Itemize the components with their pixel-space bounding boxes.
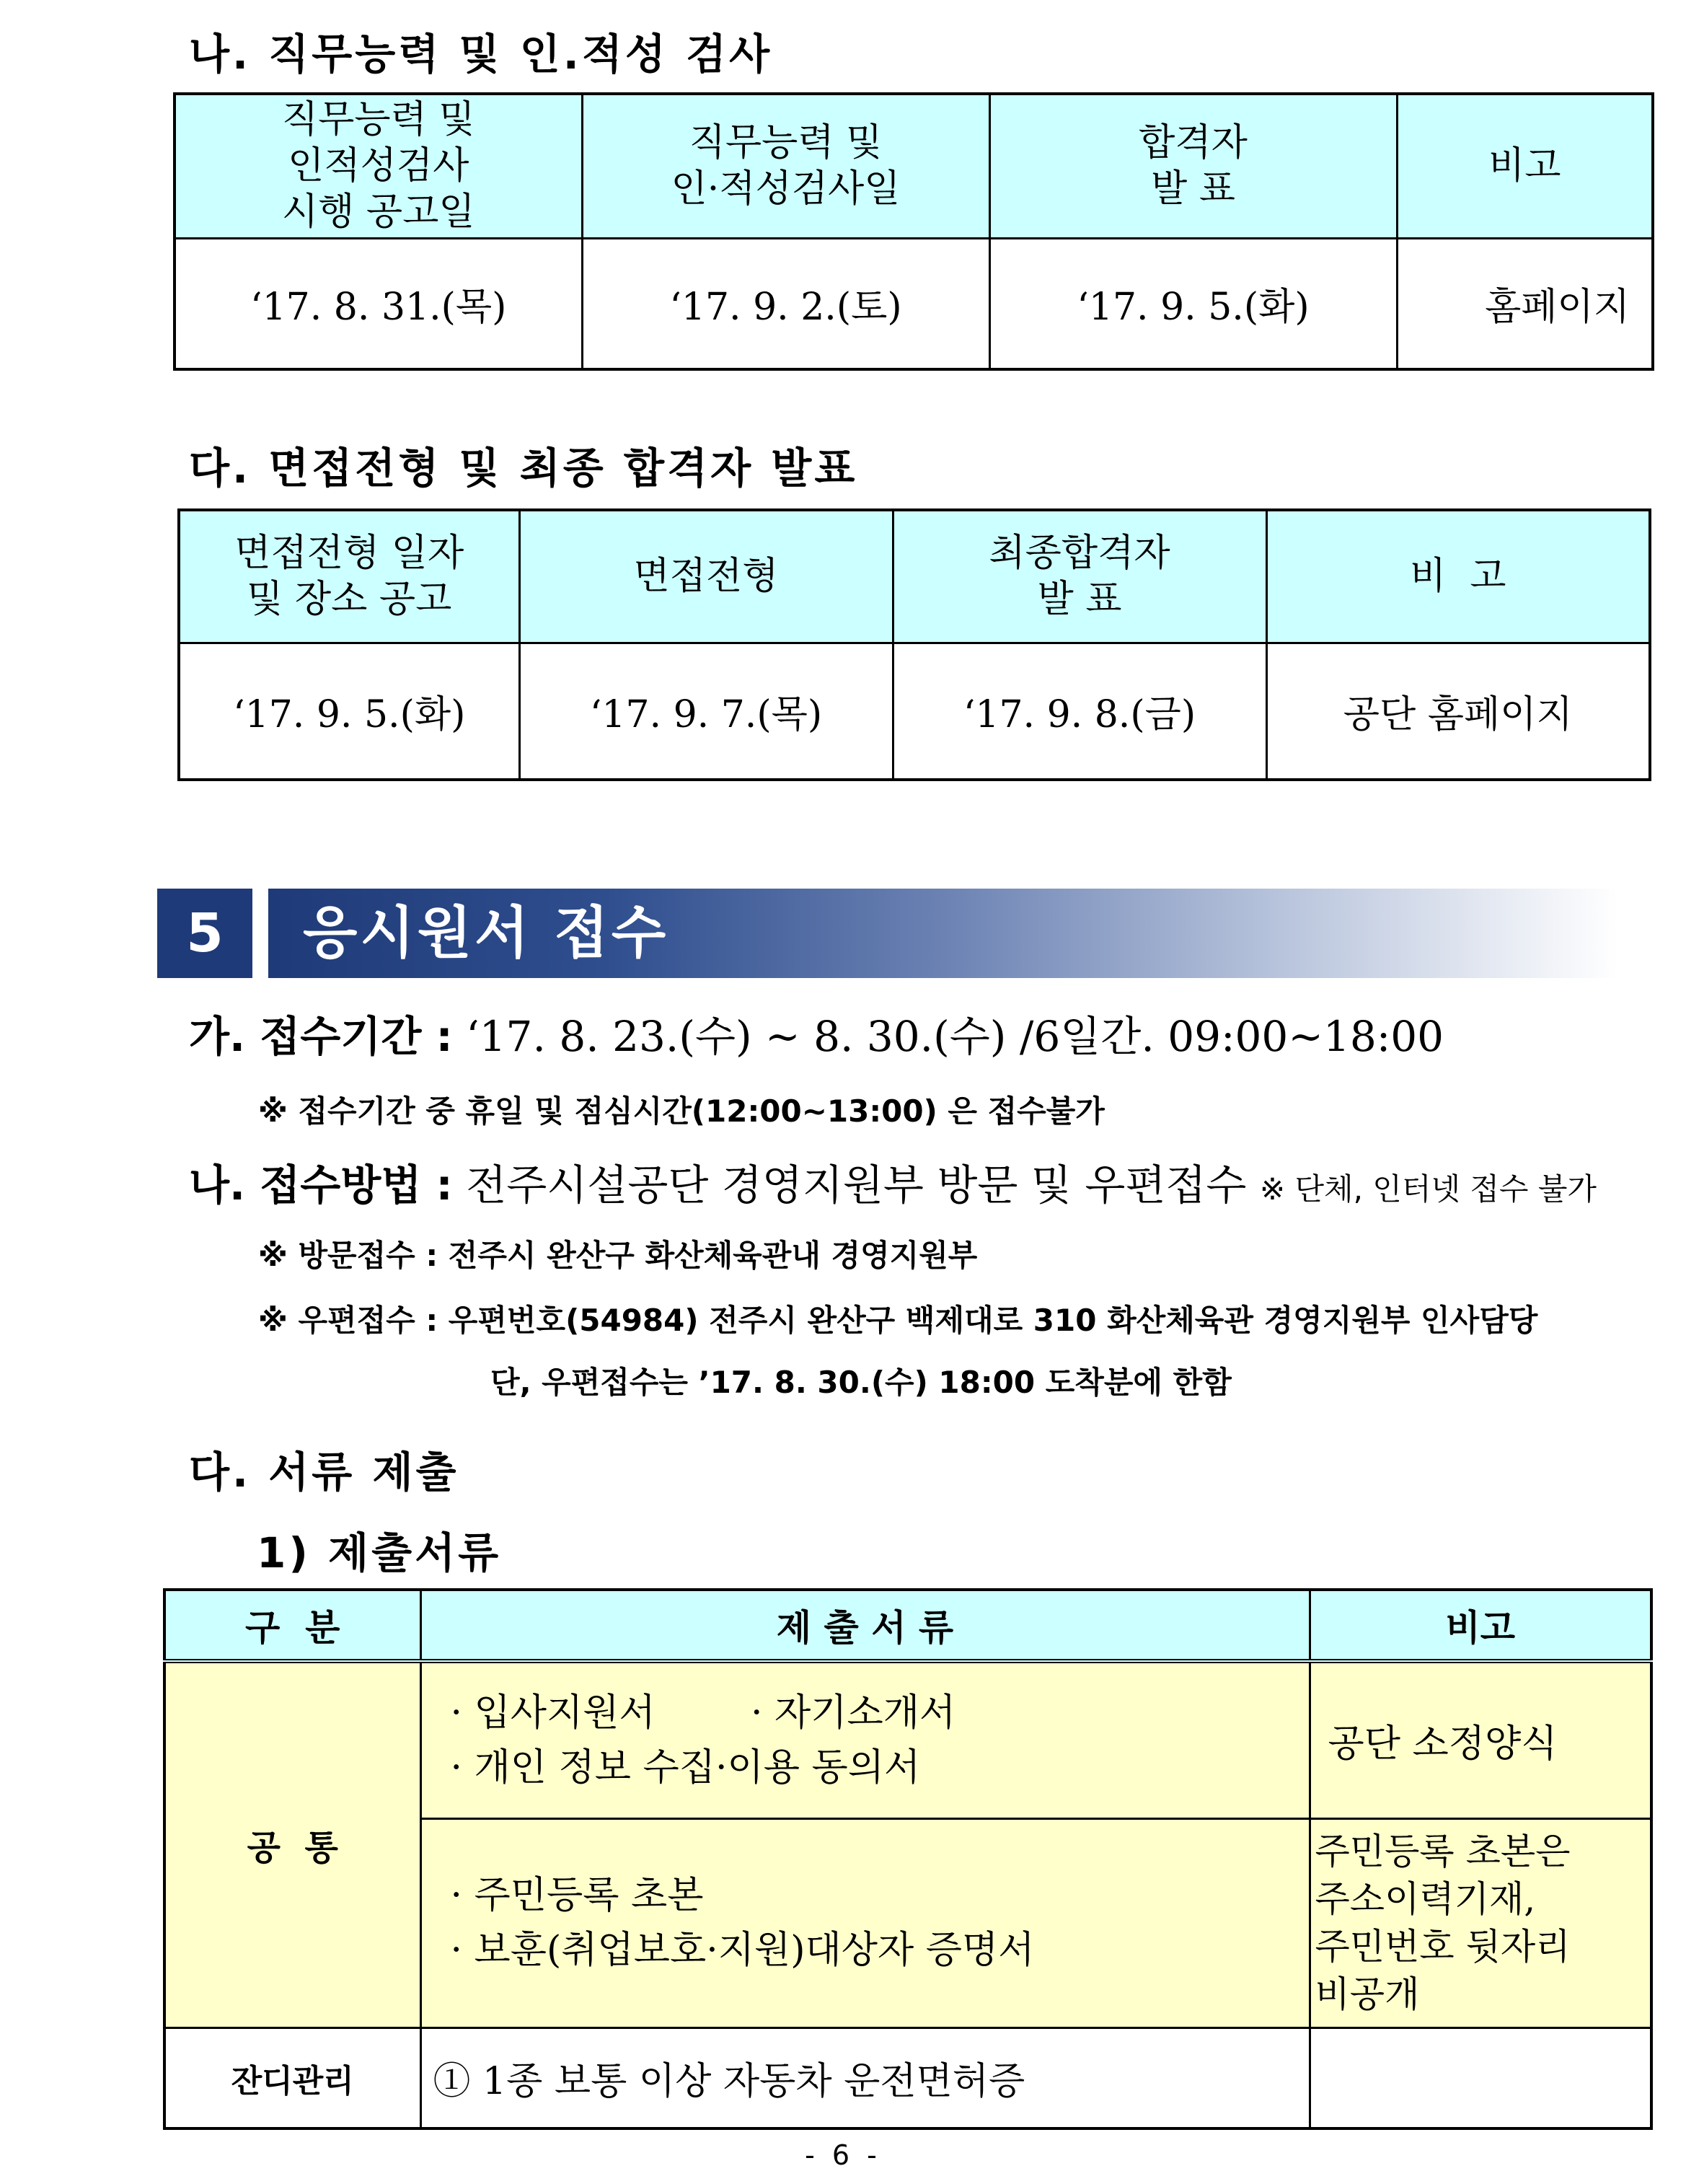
value-interview: ‘17. 9. 7.(목) (519, 643, 893, 780)
value-pass-announce: ‘17. 9. 5.(화) (989, 238, 1397, 369)
header-pass-announce: 합격자 발 표 (989, 94, 1397, 238)
doc-row1-item: · 개인 정보 수집·이용 동의서 (450, 1745, 921, 1789)
doc-row3-item: ① 1종 보통 이상 자동차 운전면허증 (420, 2027, 1310, 2128)
value-announce-date: ‘17. 8. 31.(목) (175, 238, 582, 369)
header-interview: 면접전형 (519, 510, 893, 643)
doc-row1-item: · 입사지원서 · 자기소개서 (450, 1691, 956, 1735)
doc-header-remarks: 비고 (1310, 1590, 1651, 1661)
doc-row2-item: · 보훈(취업보호·지원)대상자 증명서 (450, 1929, 1035, 1972)
section-da-title: 다. 면접전형 및 최종 합격자 발표 (189, 444, 858, 493)
reception-method-label: 나. 접수방법 : (189, 1161, 453, 1210)
section-banner (268, 889, 1618, 978)
value-final-announce: ‘17. 9. 8.(금) (893, 643, 1266, 780)
section-banner-title: 응시원서 접수 (303, 901, 669, 966)
value-remarks-2: 공단 홈페이지 (1266, 643, 1650, 780)
section-na-title: 나. 직무능력 및 인.적성 검사 (189, 30, 773, 79)
value-interview-announce: ‘17. 9. 5.(화) (179, 643, 519, 780)
reception-method (189, 1151, 1597, 1212)
doc-row2-item: · 주민등록 초본 (450, 1874, 704, 1917)
header-interview-announce: 면접전형 일자 및 장소 공고 (179, 510, 519, 643)
documents-table (163, 1588, 1653, 2130)
doc-row2-items (420, 1818, 1310, 2027)
value-test-date: ‘17. 9. 2.(토) (582, 238, 989, 369)
page-number: - 6 - (805, 2139, 881, 2171)
header-final-announce: 최종합격자 발 표 (893, 510, 1266, 643)
aptitude-test-table (173, 92, 1654, 371)
interview-table (177, 508, 1651, 781)
header-test-date: 직무능력 및 인·적성검사일 (582, 94, 989, 238)
value-remarks: 홈페이지 (1397, 238, 1653, 369)
doc-row2-note (1310, 1818, 1651, 2027)
mail-note-deadline: 단, 우편접수는 ’17. 8. 30.(수) 18:00 도착분에 한함 (490, 1365, 1232, 1400)
doc-common-label: 공 통 (164, 1661, 420, 2027)
mail-note: ※ 우편접수 : 우편번호(54984) 전주시 완산구 백제대로 310 화산체육관 경영지원부 인사담당 (258, 1303, 1538, 1338)
reception-method-extra: ※ 단체, 인터넷 접수 불가 (1259, 1171, 1597, 1207)
section-number-badge: 5 (157, 889, 252, 978)
reception-period-note: ※ 접수기간 중 휴일 및 점심시간(12:00~13:00) 은 접수불가 (258, 1093, 1105, 1129)
doc-row3-note (1310, 2027, 1651, 2128)
doc-header-documents: 제 출 서 류 (420, 1590, 1310, 1661)
doc-row2-note-line: 비공개 (1315, 1973, 1420, 2015)
doc-row1-note: 공단 소정양식 (1310, 1661, 1651, 1818)
documents-subtitle: 1) 제출서류 (257, 1528, 502, 1577)
header-remarks-2: 비 고 (1266, 510, 1650, 643)
doc-row1-items (420, 1661, 1310, 1818)
doc-row2-note-line: 주소이력기재, (1315, 1878, 1536, 1920)
reception-period (189, 1003, 1444, 1063)
reception-method-value: 전주시설공단 경영지원부 방문 및 우편접수 (466, 1161, 1247, 1210)
header-remarks: 비고 (1397, 94, 1653, 238)
doc-header-category: 구 분 (164, 1590, 420, 1661)
reception-period-label: 가. 접수기간 : (189, 1012, 453, 1061)
documents-title: 다. 서류 제출 (189, 1448, 459, 1497)
visit-note: ※ 방문접수 : 전주시 완산구 화산체육관내 경영지원부 (258, 1238, 978, 1273)
header-announce-date: 직무능력 및 인적성검사 시행 공고일 (175, 94, 582, 238)
doc-row2-note-line: 주민번호 뒷자리 (1315, 1926, 1571, 1968)
doc-row2-note-line: 주민등록 초본은 (1315, 1831, 1571, 1872)
doc-row3-label: 잔디관리 (164, 2027, 420, 2128)
reception-period-value: ‘17. 8. 23.(수) ~ 8. 30.(수) /6일간. 09:00~18:00 (466, 1012, 1444, 1061)
